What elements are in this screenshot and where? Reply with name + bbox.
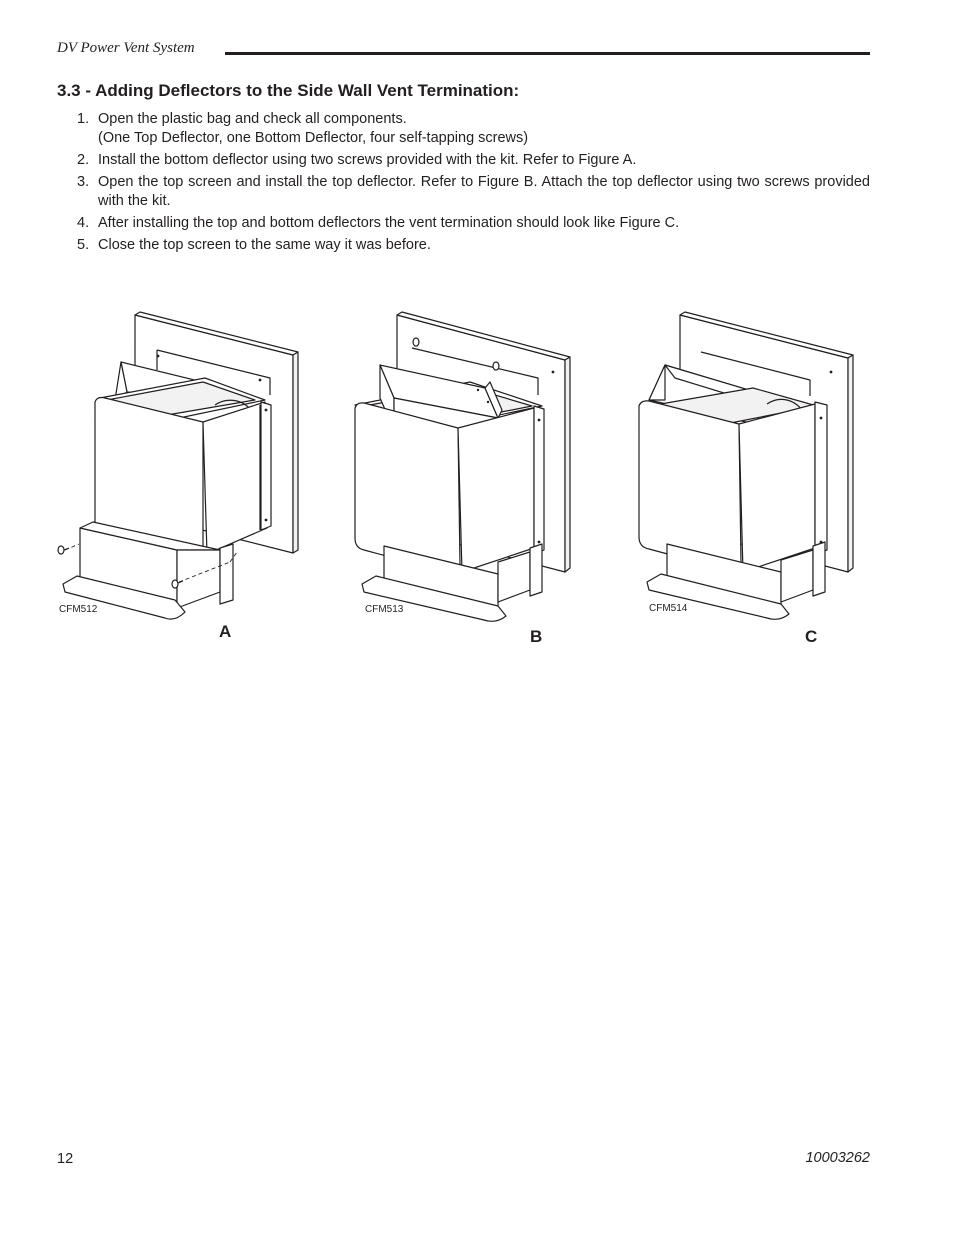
figure-letter: A <box>219 622 232 641</box>
instruction-list <box>57 110 870 258</box>
step-text: Open the plastic bag and check all components. <box>98 111 407 127</box>
step-3 <box>57 173 870 211</box>
step-2 <box>57 151 870 170</box>
figure-code: CFM512 <box>59 604 98 615</box>
step-text: Install the bottom deflector using two screws provided with the kit. Refer to Figure A. <box>98 152 637 168</box>
page-number: 12 <box>57 1151 74 1167</box>
step-number: 1. <box>77 111 90 127</box>
figure-code: CFM513 <box>365 604 404 615</box>
step-note: (One Top Deflector, one Bottom Deflector, four self-tapping screws) <box>98 130 529 146</box>
figure-code: CFM514 <box>649 603 688 614</box>
step-number: 4. <box>77 215 90 231</box>
figure-letter: B <box>530 627 543 646</box>
section-heading: 3.3 - Adding Deflectors to the Side Wall Vent Termination: <box>57 81 520 100</box>
step-text: Close the top screen to the same way it was before. <box>98 237 431 253</box>
step-number: 2. <box>77 152 90 168</box>
screw-left <box>58 546 69 554</box>
step-text: After installing the top and bottom deflectors the vent termination should look like Figure C. <box>98 215 680 231</box>
step-4 <box>57 214 870 233</box>
figure-letter: C <box>805 627 818 646</box>
running-header: DV Power Vent System <box>57 40 195 56</box>
header-rule <box>225 52 870 55</box>
step-1 <box>57 110 870 148</box>
figure-c <box>635 310 865 650</box>
figure-b <box>350 310 580 650</box>
figure-a <box>55 310 305 650</box>
figure-a-illustration <box>55 310 305 620</box>
step-number: 3. <box>77 174 90 190</box>
step-text: Open the top screen and install the top deflector. Refer to Figure B. Attach the top deflector using two screws provided with the kit. <box>98 174 870 209</box>
document-number: 10003262 <box>805 1150 870 1166</box>
figure-b-illustration <box>350 310 580 620</box>
figure-c-illustration <box>635 310 865 620</box>
step-number: 5. <box>77 237 90 253</box>
step-5 <box>57 236 870 255</box>
